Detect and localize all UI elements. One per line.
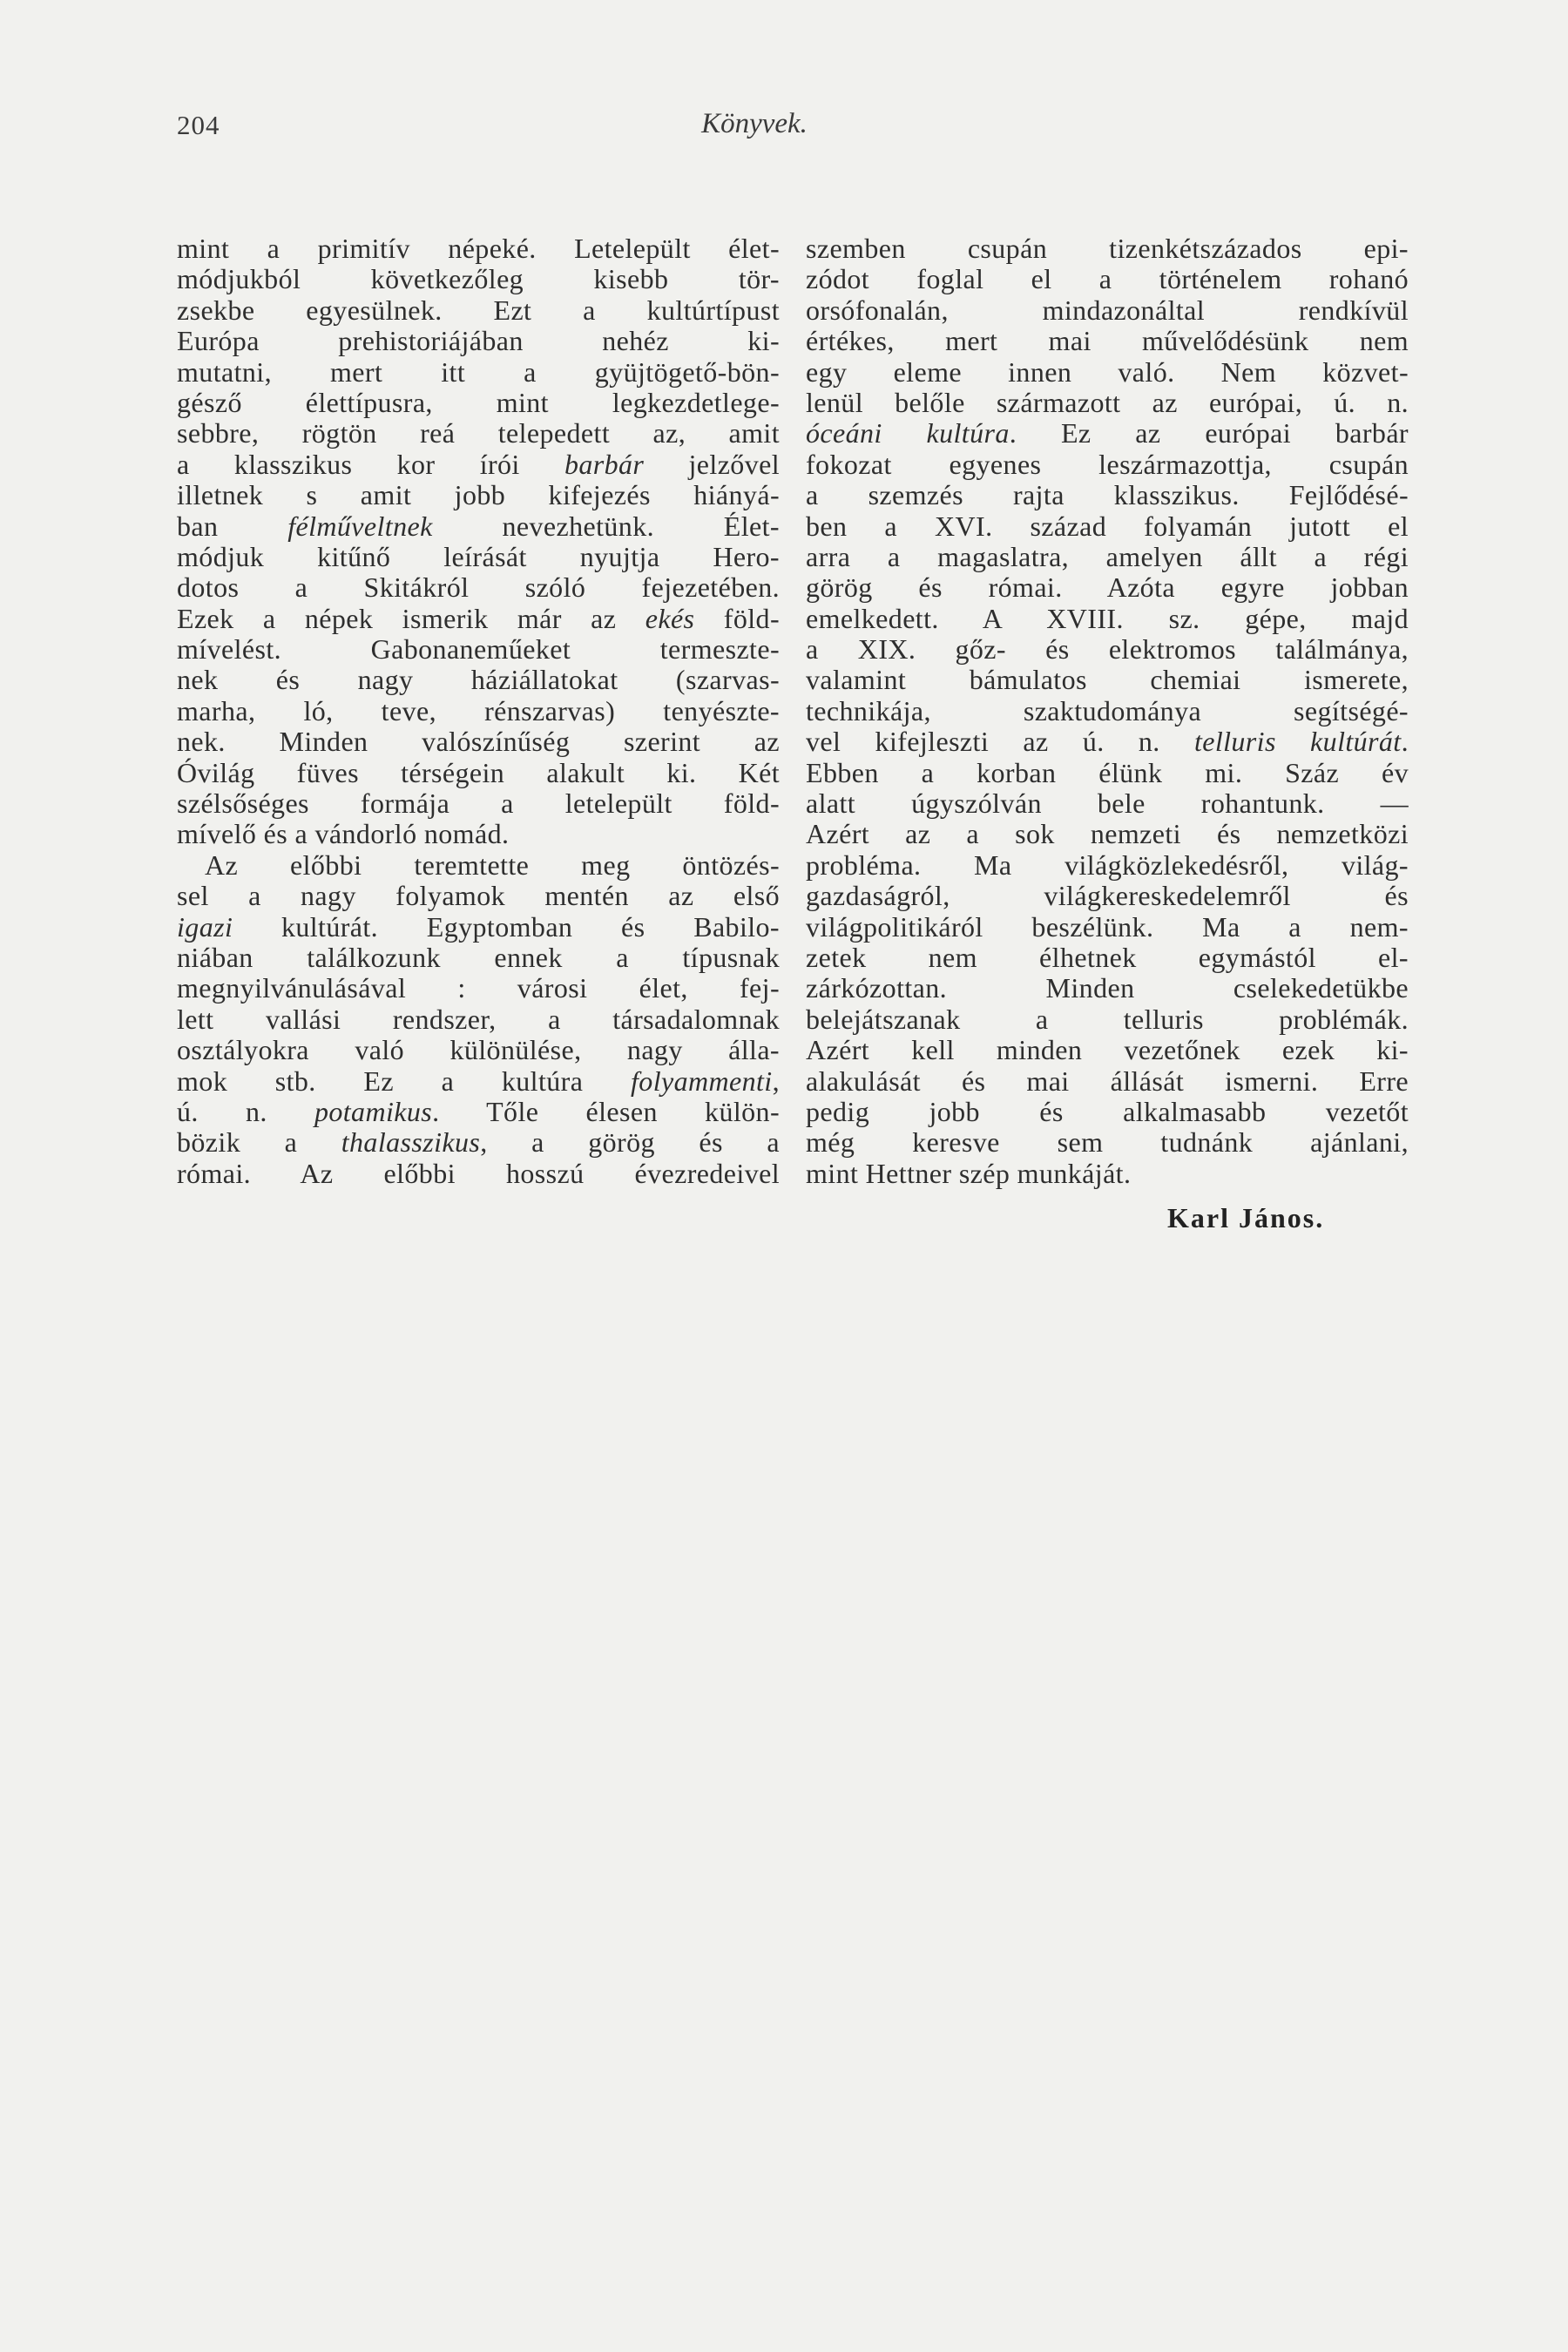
text-line: [177, 634, 780, 665]
text-segment: római. Az előbbi hosszú évezredeivel: [177, 1157, 780, 1189]
text-line: [806, 665, 1409, 695]
text-segment: ,: [772, 1064, 780, 1097]
text-line: [806, 912, 1409, 943]
text-segment: ban: [177, 510, 288, 542]
text-line: [806, 572, 1409, 603]
text-line: [806, 604, 1409, 634]
text-segment: még keresve sem tudnánk ajánlani,: [806, 1126, 1409, 1159]
text-segment: , a görög és a: [480, 1126, 781, 1159]
text-segment: emelkedett. A XVIII. sz. gépe, majd: [806, 602, 1409, 634]
text-segment: módjuk kitűnő leírását nyujtja Hero-: [177, 540, 780, 572]
text-line: [177, 1004, 780, 1035]
text-segment: osztályokra való különülése, nagy álla-: [177, 1034, 780, 1066]
text-segment: mutatni, mert itt a gyüjtögető-bön-: [177, 355, 780, 388]
italic-text: óceáni kultúra: [806, 417, 1010, 449]
text-segment: niában találkozunk ennek a típusnak: [177, 941, 780, 973]
text-segment: lett vallási rendszer, a társadalomnak: [177, 1003, 780, 1035]
text-line: [177, 357, 780, 388]
text-segment: illetnek s amit jobb kifejezés hiányá-: [177, 479, 780, 511]
text-segment: Ebben a korban élünk mi. Száz év: [806, 756, 1409, 788]
text-segment: .: [1401, 726, 1409, 758]
text-segment: a szemzés rajta klasszikus. Fejlődésé-: [806, 479, 1409, 511]
text-line: [177, 819, 780, 849]
text-segment: Az előbbi teremtette meg öntözés-: [205, 848, 780, 881]
italic-text: potamikus: [314, 1095, 433, 1127]
italic-text: barbár: [564, 448, 645, 480]
text-segment: mint Hettner szép munkáját.: [806, 1157, 1132, 1189]
page-number: 204: [177, 110, 220, 140]
text-line: [806, 696, 1409, 727]
text-line: [177, 788, 780, 819]
text-line: [806, 542, 1409, 572]
text-segment: probléma. Ma világközlekedésről, világ-: [806, 848, 1409, 881]
text-line: [806, 943, 1409, 973]
text-line: [177, 850, 780, 881]
text-segment: nek és nagy háziállatokat (szarvas-: [177, 664, 780, 696]
text-segment: sebbre, rögtön reá telepedett az, amit: [177, 417, 780, 449]
text-line: [806, 1127, 1409, 1158]
text-line: [177, 449, 780, 480]
text-line: [177, 665, 780, 695]
text-segment: ben a XVI. század folyamán jutott el: [806, 510, 1409, 542]
text-line: [177, 295, 780, 326]
text-segment: mint a primitív népeké. Letelepült élet-: [177, 233, 780, 264]
text-line: [806, 881, 1409, 911]
text-line: [806, 233, 1409, 264]
text-segment: bözik a: [177, 1126, 341, 1159]
text-line: [806, 326, 1409, 356]
text-line: [177, 881, 780, 911]
text-segment: értékes, mert mai művelődésünk nem: [806, 325, 1409, 357]
text-line: [806, 634, 1409, 665]
text-segment: zódot foglal el a történelem rohanó: [806, 263, 1409, 295]
italic-text: ekés: [645, 602, 695, 634]
text-line: [806, 727, 1409, 757]
text-line: [806, 758, 1409, 788]
text-line: [177, 912, 780, 943]
text-line: [177, 511, 780, 542]
text-segment: belejátszanak a telluris problémák.: [806, 1003, 1409, 1035]
text-line: [177, 542, 780, 572]
italic-text: telluris kultúrát: [1193, 726, 1402, 758]
text-segment: mívelő és a vándorló nomád.: [177, 818, 510, 850]
text-line: [806, 357, 1409, 388]
text-line: [177, 696, 780, 727]
text-line: [177, 1127, 780, 1158]
left-text-column: [177, 233, 780, 1189]
italic-text: thalasszikus: [341, 1126, 481, 1159]
text-segment: a klasszikus kor írói: [177, 448, 564, 480]
text-line: [177, 264, 780, 294]
author-signature: Karl János.: [1167, 1202, 1325, 1233]
text-segment: szélsőséges formája a letelepült föld-: [177, 787, 780, 820]
text-segment: módjukból következőleg kisebb tör-: [177, 263, 780, 295]
text-segment: nevezhetünk. Élet-: [432, 510, 780, 542]
text-line: [806, 850, 1409, 881]
text-segment: Azért az a sok nemzeti és nemzetközi: [806, 818, 1409, 850]
text-line: [177, 388, 780, 418]
text-segment: alakulását és mai állását ismerni. Erre: [806, 1064, 1409, 1097]
text-segment: görög és római. Azóta egyre jobban: [806, 571, 1409, 604]
text-segment: föld-: [694, 602, 780, 634]
text-segment: zárkózottan. Minden cselekedetükbe: [806, 972, 1409, 1004]
text-line: [177, 943, 780, 973]
text-segment: . Ez az európai barbár: [1009, 417, 1409, 449]
text-segment: kultúrát. Egyptomban és Babilo-: [233, 910, 780, 943]
text-line: [177, 1159, 780, 1189]
text-segment: Óvilág füves térségein alakult ki. Két: [177, 756, 780, 788]
text-line: [806, 1035, 1409, 1065]
text-segment: zsekbe egyesülnek. Ezt a kultúrtípust: [177, 294, 780, 326]
text-line: [806, 1066, 1409, 1097]
italic-text: folyammenti: [631, 1064, 773, 1097]
text-segment: dotos a Skitákról szóló fejezetében.: [177, 571, 780, 604]
text-line: [806, 480, 1409, 510]
text-line: [806, 388, 1409, 418]
text-segment: marha, ló, teve, rénszarvas) tenyészte-: [177, 694, 780, 727]
text-segment: megnyilvánulásával : városi élet, fej-: [177, 972, 780, 1004]
text-segment: gazdaságról, világkereskedelemről és: [806, 880, 1409, 912]
text-segment: zetek nem élhetnek egymástól el-: [806, 941, 1409, 973]
text-segment: sel a nagy folyamok mentén az első: [177, 880, 780, 912]
text-segment: mívelést. Gabonaneműeket termeszte-: [177, 633, 780, 666]
text-line: [177, 1035, 780, 1065]
text-segment: ú. n.: [177, 1095, 314, 1127]
text-segment: vel kifejleszti az ú. n.: [806, 726, 1194, 758]
italic-text: félműveltnek: [287, 510, 433, 542]
text-segment: orsófonalán, mindazonáltal rendkívül: [806, 294, 1409, 326]
text-segment: jelzővel: [644, 448, 780, 480]
running-title: Könyvek.: [701, 108, 808, 139]
right-text-column: [806, 233, 1409, 1189]
text-segment: mok stb. Ez a kultúra: [177, 1064, 631, 1097]
text-segment: világpolitikáról beszélünk. Ma a nem-: [806, 910, 1409, 943]
text-line: [177, 973, 780, 1004]
text-segment: arra a magaslatra, amelyen állt a régi: [806, 540, 1409, 572]
text-line: [177, 604, 780, 634]
text-segment: . Tőle élesen külön-: [432, 1095, 780, 1127]
text-line: [177, 572, 780, 603]
text-line: [177, 1097, 780, 1127]
text-segment: Európa prehistoriájában nehéz ki-: [177, 325, 780, 357]
text-segment: gésző élettípusra, mint legkezdetlege-: [177, 386, 780, 418]
text-line: [806, 418, 1409, 449]
text-segment: pedig jobb és alkalmasabb vezetőt: [806, 1095, 1409, 1127]
text-line: [177, 480, 780, 510]
text-line: [177, 326, 780, 356]
text-line: [806, 788, 1409, 819]
text-segment: Ezek a népek ismerik már az: [177, 602, 645, 634]
text-segment: lenül belőle származott az európai, ú. n.: [806, 386, 1409, 418]
text-segment: egy eleme innen való. Nem közvet-: [806, 355, 1409, 388]
text-segment: a XIX. gőz- és elektromos találmánya,: [806, 633, 1409, 666]
text-line: [177, 758, 780, 788]
text-line: [806, 1004, 1409, 1035]
text-segment: Azért kell minden vezetőnek ezek ki-: [806, 1034, 1409, 1066]
text-line: [806, 973, 1409, 1004]
text-segment: technikája, szaktudománya segítségé-: [806, 694, 1409, 727]
text-segment: szemben csupán tizenkétszázados epi-: [806, 233, 1409, 264]
text-segment: nek. Minden valószínűség szerint az: [177, 726, 780, 758]
text-line: [806, 264, 1409, 294]
text-line: [806, 295, 1409, 326]
text-line: [177, 233, 780, 264]
text-segment: fokozat egyenes leszármazottja, csupán: [806, 448, 1409, 480]
text-line: [177, 418, 780, 449]
text-segment: valamint bámulatos chemiai ismerete,: [806, 664, 1409, 696]
text-segment: alatt úgyszólván bele rohantunk. —: [806, 787, 1409, 820]
text-line: [806, 1159, 1409, 1189]
italic-text: igazi: [177, 910, 233, 943]
text-line: [177, 1066, 780, 1097]
text-line: [806, 1097, 1409, 1127]
text-line: [806, 449, 1409, 480]
text-line: [806, 819, 1409, 849]
text-line: [806, 511, 1409, 542]
text-line: [177, 727, 780, 757]
